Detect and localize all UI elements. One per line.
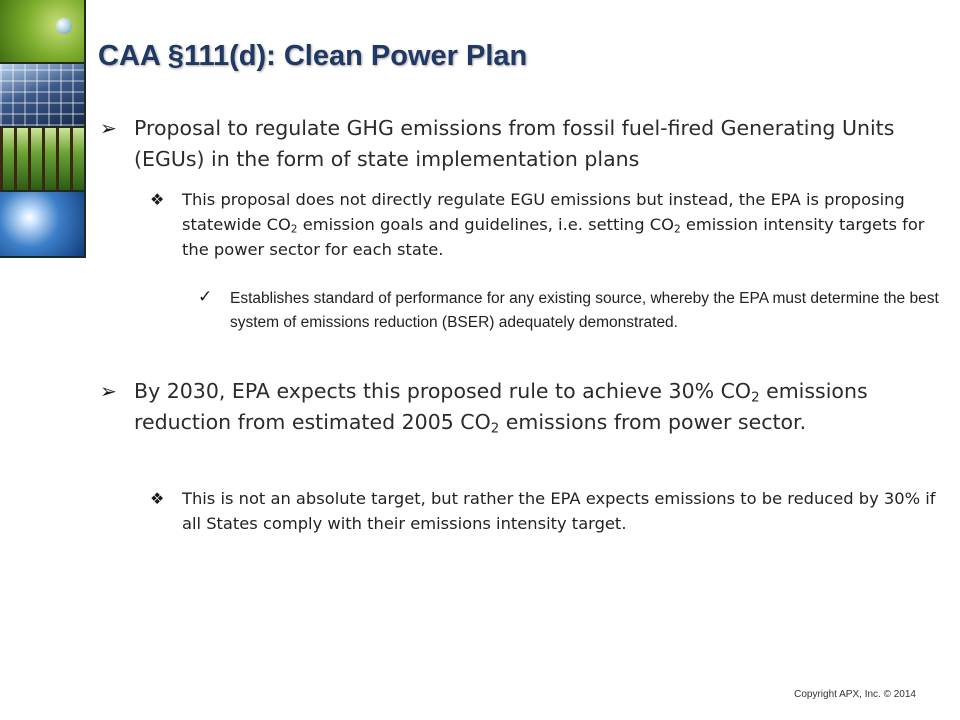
sub-bullet-text-part2: emission goals and guidelines, i.e. setting CO <box>297 215 674 234</box>
copyright-footer: Copyright APX, Inc. © 2014 <box>794 689 916 700</box>
sub-bullet-item <box>150 187 942 262</box>
arrow-bullet-icon: ➢ <box>100 379 117 403</box>
sub-bullet-text-part3: emission intensity targets for the power sector for each state. <box>182 215 925 259</box>
bullet-item <box>100 113 934 175</box>
sky-sun-image <box>0 192 84 256</box>
diamond-bullet-icon: ❖ <box>150 489 165 508</box>
bullet-text: Proposal to regulate GHG emissions from fossil fuel-fired Generating Units (EGUs) in the form of state implementation plans <box>134 116 895 171</box>
solar-panel-image <box>0 64 84 126</box>
check-bullet-item <box>198 287 945 335</box>
water-drop-icon <box>56 18 72 34</box>
slide-title: CAA §111(d): Clean Power Plan <box>98 40 528 72</box>
arrow-bullet-icon: ➢ <box>100 116 117 140</box>
subscript-2: 2 <box>290 223 298 236</box>
subscript-2: 2 <box>490 421 500 437</box>
image-strip <box>0 0 86 258</box>
bullet-text-part3: emissions from power sector. <box>499 410 807 434</box>
sub-bullet-text-part1: This proposal does not directly regulate EGU emissions but instead, the EPA is proposing statewide CO <box>182 190 905 234</box>
leaf-image <box>0 0 84 62</box>
bullet-text-part1: By 2030, EPA expects this proposed rule to achieve 30% CO <box>134 379 752 403</box>
bullet-text-part2: emissions reduction from estimated 2005 CO <box>134 379 868 434</box>
sub-bullet-item <box>150 486 942 536</box>
subscript-2: 2 <box>751 390 760 406</box>
checkmark-bullet-icon: ✓ <box>198 287 213 306</box>
diamond-bullet-icon: ❖ <box>150 190 165 209</box>
forest-image <box>0 128 84 190</box>
subscript-2: 2 <box>673 223 681 236</box>
check-bullet-text: Establishes standard of performance for any existing source, whereby the EPA must determine the best system of emissions reduction (BSER) adequately demonstrated. <box>230 290 939 331</box>
sub-bullet-text: This is not an absolute target, but rather the EPA expects emissions to be reduced by 30% if all States comply with their emissions intensity target. <box>182 489 936 533</box>
bullet-item <box>100 376 934 438</box>
